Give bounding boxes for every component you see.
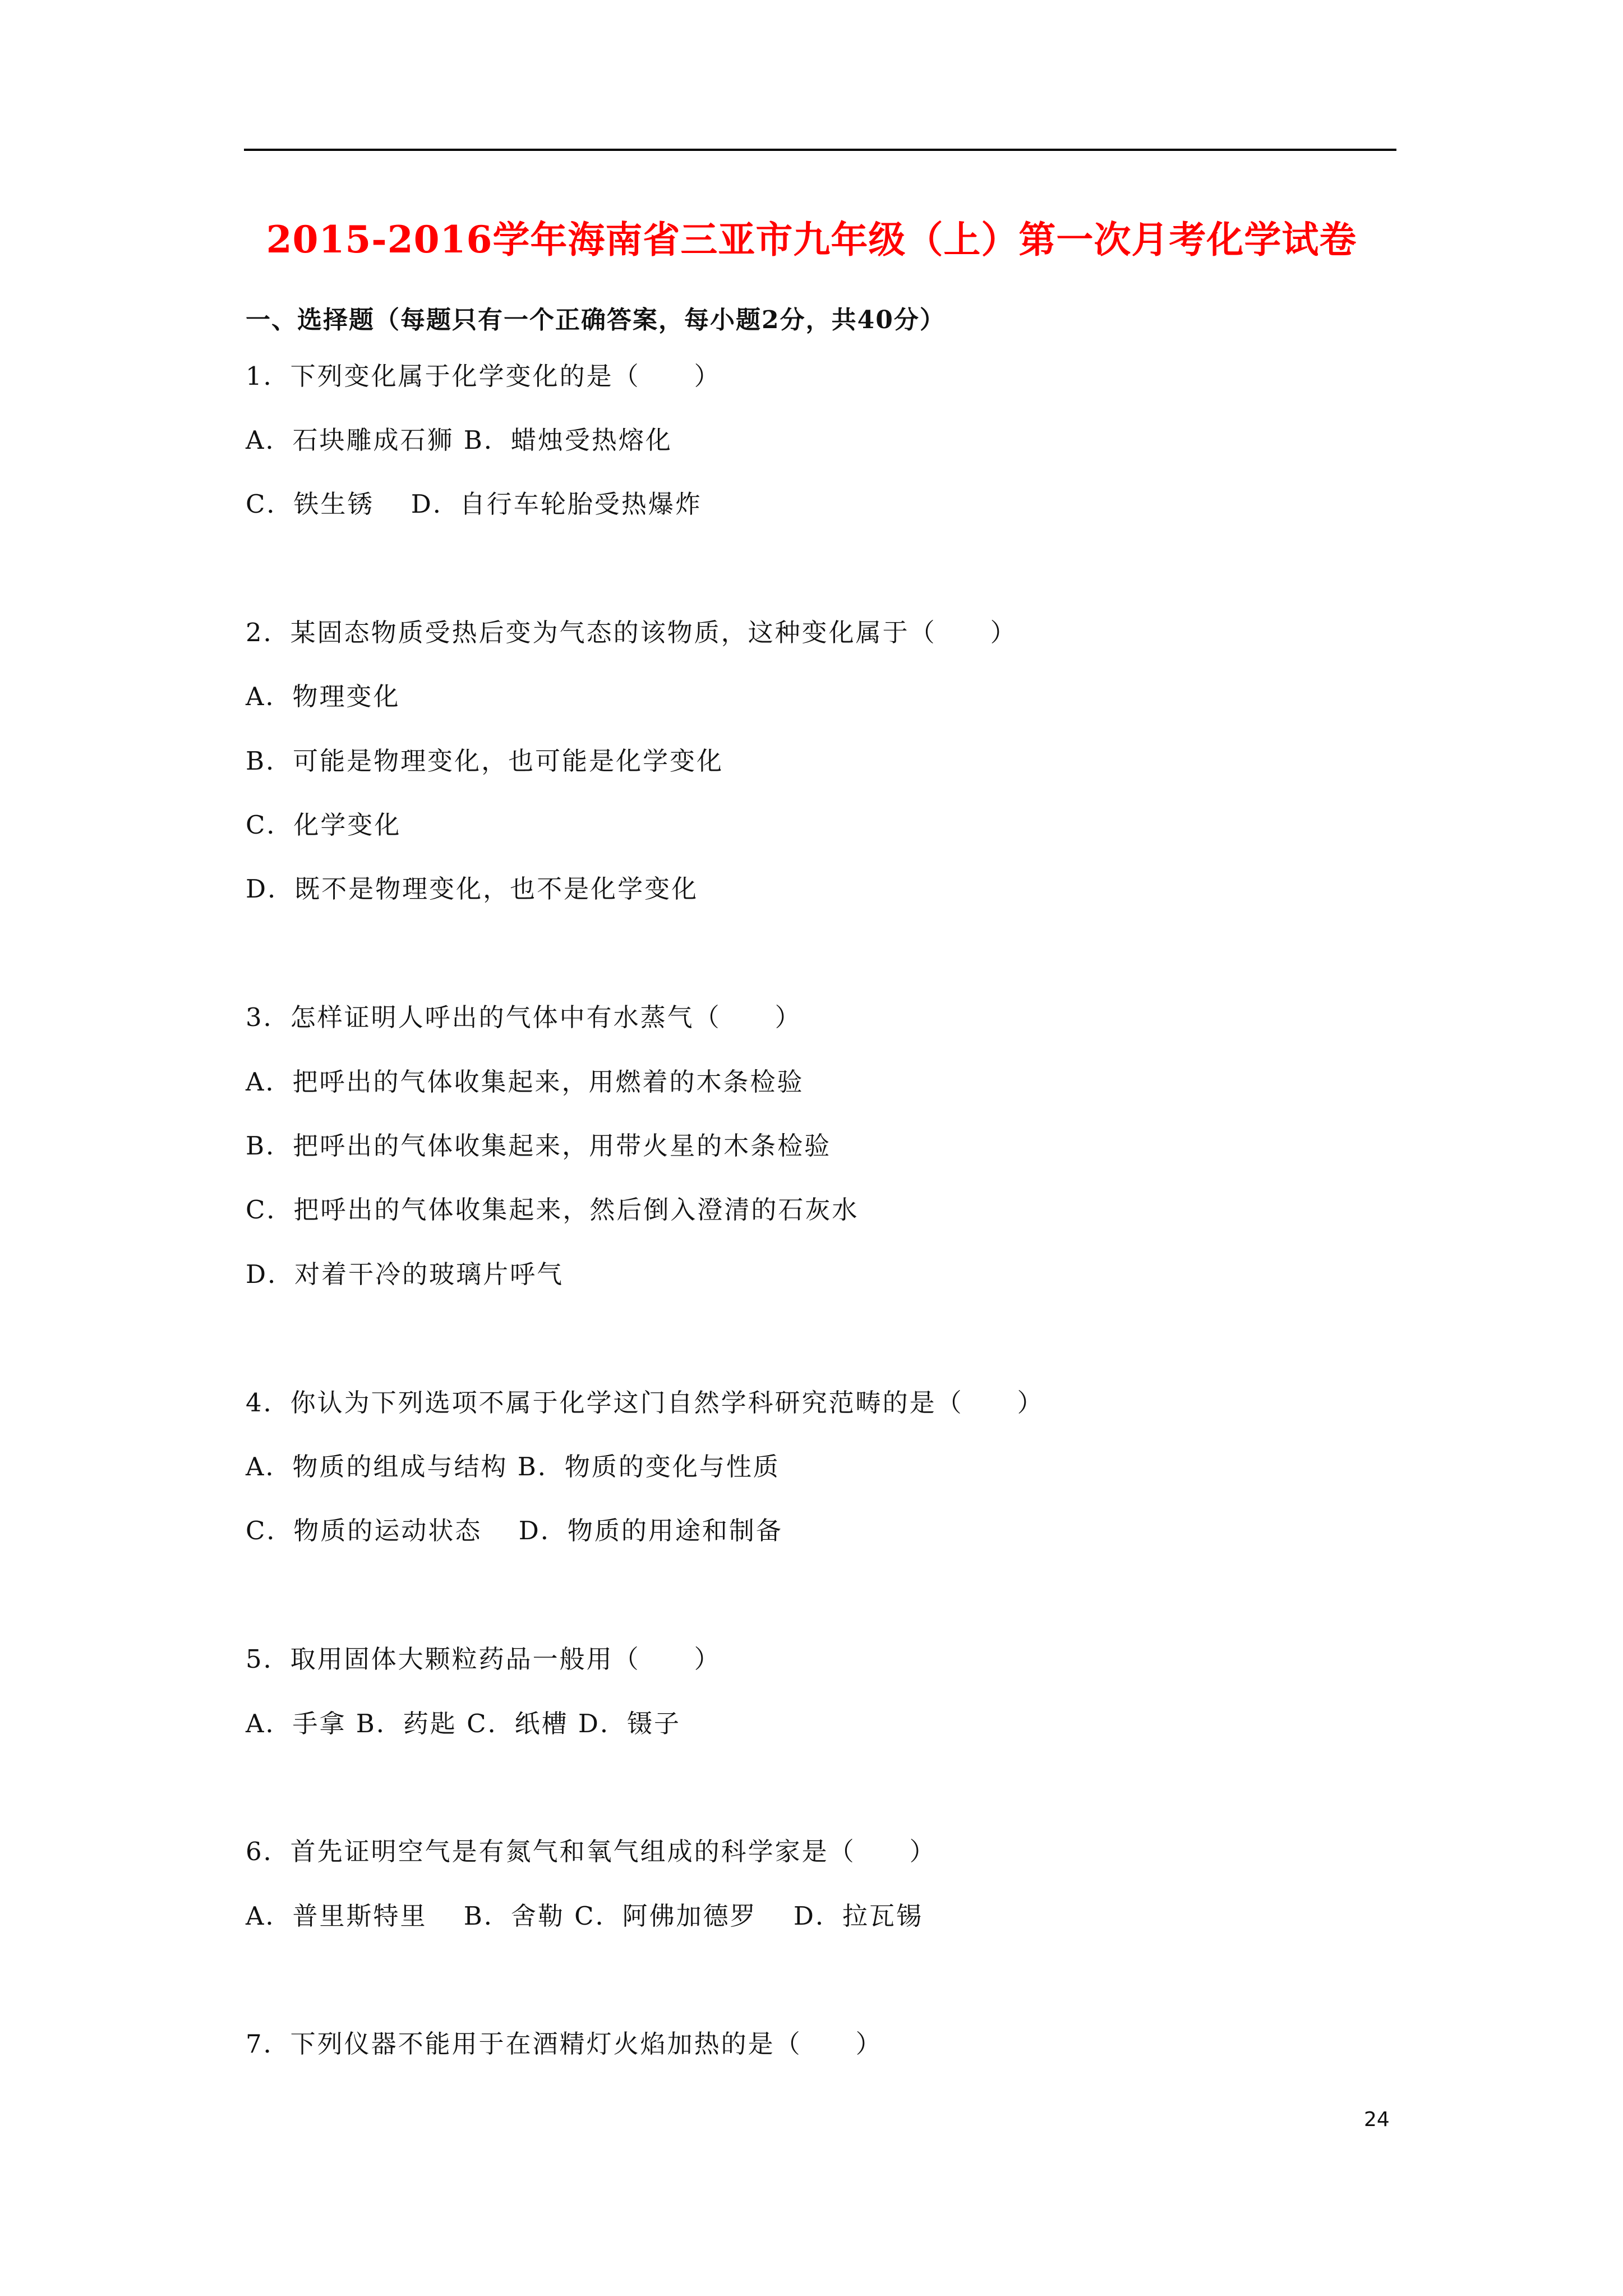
question-4-options-line-1: A．物质的组成与结构 B．物质的变化与性质 <box>246 1452 780 1481</box>
question-2-stem: 2．某固态物质受热后变为气态的该物质，这种变化属于（ ） <box>246 618 1017 647</box>
question-1-options-line-2: C．铁生锈 D．自行车轮胎受热爆炸 <box>246 489 702 519</box>
question-4-stem: 4．你认为下列选项不属于化学这门自然学科研究范畴的是（ ） <box>246 1388 1044 1418</box>
page-number: 24 <box>1364 2108 1390 2131</box>
question-4-options-line-2: C．物质的运动状态 D．物质的用途和制备 <box>246 1516 783 1545</box>
question-2-option-b: B．可能是物理变化，也可能是化学变化 <box>246 746 724 776</box>
question-2-option-a: A．物理变化 <box>246 682 400 711</box>
question-5-stem: 5．取用固体大颗粒药品一般用（ ） <box>246 1644 721 1674</box>
question-1-stem: 1．下列变化属于化学变化的是（ ） <box>246 361 721 391</box>
question-7-stem: 7．下列仪器不能用于在酒精灯火焰加热的是（ ） <box>246 2029 883 2059</box>
question-3-option-d: D．对着干冷的玻璃片呼气 <box>246 1259 564 1289</box>
question-3-option-b: B．把呼出的气体收集起来，用带火星的木条检验 <box>246 1131 832 1161</box>
question-3-option-c: C．把呼出的气体收集起来，然后倒入澄清的石灰水 <box>246 1195 859 1225</box>
question-6-options: A．普里斯特里 B．舍勒 C．阿佛加德罗 D．拉瓦锡 <box>246 1901 923 1931</box>
section-heading: 一、选择题（每题只有一个正确答案，每小题2分，共40分） <box>246 306 946 334</box>
exam-title: 2015-2016学年海南省三亚市九年级（上）第一次月考化学试卷 <box>266 218 1357 261</box>
question-3-stem: 3．怎样证明人呼出的气体中有水蒸气（ ） <box>246 1002 802 1032</box>
header-rule <box>244 149 1396 151</box>
question-2-option-c: C．化学变化 <box>246 810 402 840</box>
question-1-options-line-1: A．石块雕成石狮 B．蜡烛受热熔化 <box>246 425 672 455</box>
question-6-stem: 6．首先证明空气是有氮气和氧气组成的科学家是（ ） <box>246 1837 937 1866</box>
question-3-option-a: A．把呼出的气体收集起来，用燃着的木条检验 <box>246 1067 804 1097</box>
question-5-options: A．手拿 B．药匙 C．纸槽 D．镊子 <box>246 1709 681 1738</box>
question-2-option-d: D．既不是物理变化，也不是化学变化 <box>246 874 699 904</box>
